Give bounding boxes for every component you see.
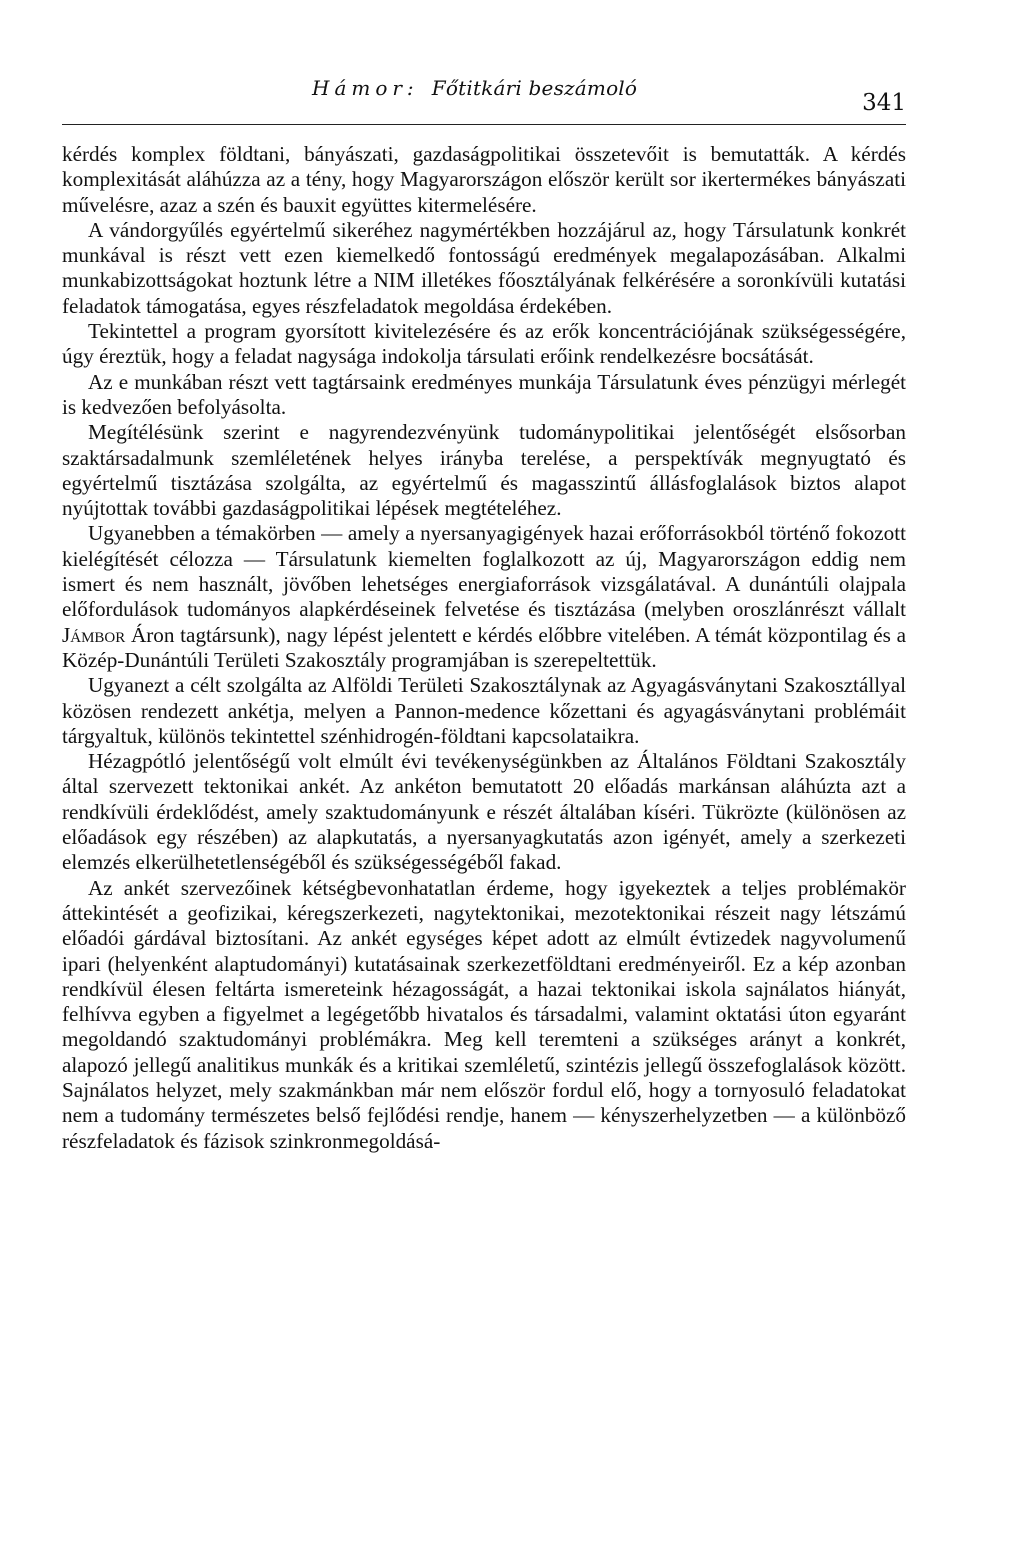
paragraph-5: Megítélésünk szerint e nagyrendezvényünk tudománypolitikai jelentőségét elsősorban szaktársadalmunk szemléletének helyes irányba terelése, a perspektívák megnyugtató és egyértelmű tisztázása szolgálta, az egyértelmű és magasszintű állásfoglalások biztos alapot nyújtottak további gazdaságpolitikai lépések megtételéhez. xyxy=(62,420,906,521)
paragraph-6-text-after: Áron tagtársunk), nagy lépést jelentett e kérdés előbbre vitelében. A témát központilag és a Közép-Dunántúli Területi Szakosztály programjában is szerepeltettük. xyxy=(62,622,906,672)
paragraph-3: Tekintettel a program gyorsított kivitelezésére és az erők koncentrációjának szükségességére, úgy éreztük, hogy a feladat nagysága indokolja társulati erőink rendelkezésre bocsátását. xyxy=(62,319,906,369)
page-number: 341 xyxy=(862,90,906,116)
paragraph-6-text-before: Ugyanebben a témakörben — amely a nyersanyagigények hazai erőforrásokból történő fokozott kielégítését célozza — Társulatunk kiemelten foglalkozott az új, Magyarországon eddig nem ismert és nem használt, jövőben lehetséges energiaforrások vizsgálatával. A dunántúli olajpala előfordulások tudományos alapkérdéseinek felvetése és tisztázása (melyben oroszlánrészt vállalt xyxy=(62,521,906,622)
paragraph-9: Az ankét szervezőinek kétségbevonhatatlan érdeme, hogy igyekeztek a teljes problémakör áttekintését a geofizikai, kéregszerkezeti, nagytektonikai, mezotektonikai részeit nagy létszámú előadói gárdával biztosítani. Az ankét egységes képet adott az elmúlt évtizedek nagyvolumenű ipari (helyenként alaptudományi) kutatásainak szerkezetföldtani eredményeiről. Ez a kép azonban rendkívül élesen feltárta ismereteink hézagosságát, a hazai tektonikai iskola sajnálatos hiányát, felhívva egyben a figyelmet a legégetőbb hivatalos és társadalmi, valamint oktatási úton egyaránt megoldandó szaktudományi problémákra. Meg kell teremteni a szükséges arányt a konkrét, alapozó jellegű analitikus munkák és a kritikai szemléletű, szintézis jellegű összefoglalások között. Sajnálatos helyzet, mely szakmánkban már nem először fordul elő, hogy a tornyosuló feladatokat nem a tudomány természetes belső fejlődési rendje, hanem — kényszerhelyzetben — a különböző részfeladatok és fázisok szinkronmegoldásá- xyxy=(62,875,906,1153)
body-text xyxy=(62,142,906,1154)
header-title: Főtitkári beszámoló xyxy=(431,76,638,100)
paragraph-4: Az e munkában részt vett tagtársaink eredményes munkája Társulatunk éves pénzügyi mérlegét is kedvezően befolyásolta. xyxy=(62,369,906,419)
running-header xyxy=(62,72,906,116)
running-title xyxy=(312,76,637,100)
header-author: Hámor: xyxy=(312,76,419,100)
paragraph-8: Hézagpótló jelentőségű volt elmúlt évi tevékenységünkben az Általános Földtani Szakosztály által szervezett tektonikai ankét. Az ankéton bemutatott 20 előadás markánsan aláhúzta azt a rendkívüli érdeklődést, amely szaktudományunk e részét általában kíséri. Tükrözte (különösen az előadások egy részében) az alapkutatás, a nyersanyagkutatás azon igényét, amely a szerkezeti elemzés elkerülhetetlenségéből és szükségességéből fakad. xyxy=(62,749,906,875)
paragraph-2: A vándorgyűlés egyértelmű sikeréhez nagymértékben hozzájárul az, hogy Társulatunk konkrét munkával is részt vett ezen kiemelkedő fontosságú eredmények megalapozásában. Alkalmi munkabizottságokat hoztunk létre a NIM illetékes főosztályának felkérésére a soronkívüli kutatási feladatok támogatása, egyes részfeladatok megoldása érdekében. xyxy=(62,217,906,318)
paragraph-7: Ugyanezt a célt szolgálta az Alföldi Területi Szakosztálynak az Agyagásványtani Szakosztállyal közösen rendezett ankétja, melyen a Pannon-medence kőzettani és agyagásványtani problémáit tárgyaltuk, különös tekintettel szénhidrogén-földtani kapcsolataikra. xyxy=(62,673,906,748)
paragraph-6 xyxy=(62,521,906,673)
header-rule xyxy=(62,124,906,125)
person-name-smallcaps: Jámbor xyxy=(62,622,126,647)
paragraph-1: kérdés komplex földtani, bányászati, gazdaságpolitikai összetevőit is bemutatták. A kérdés komplexitását aláhúzza az a tény, hogy Magyarországon először került sor ikertermékes bányászati művelésre, azaz a szén és bauxit együttes kitermelésére. xyxy=(62,142,906,217)
